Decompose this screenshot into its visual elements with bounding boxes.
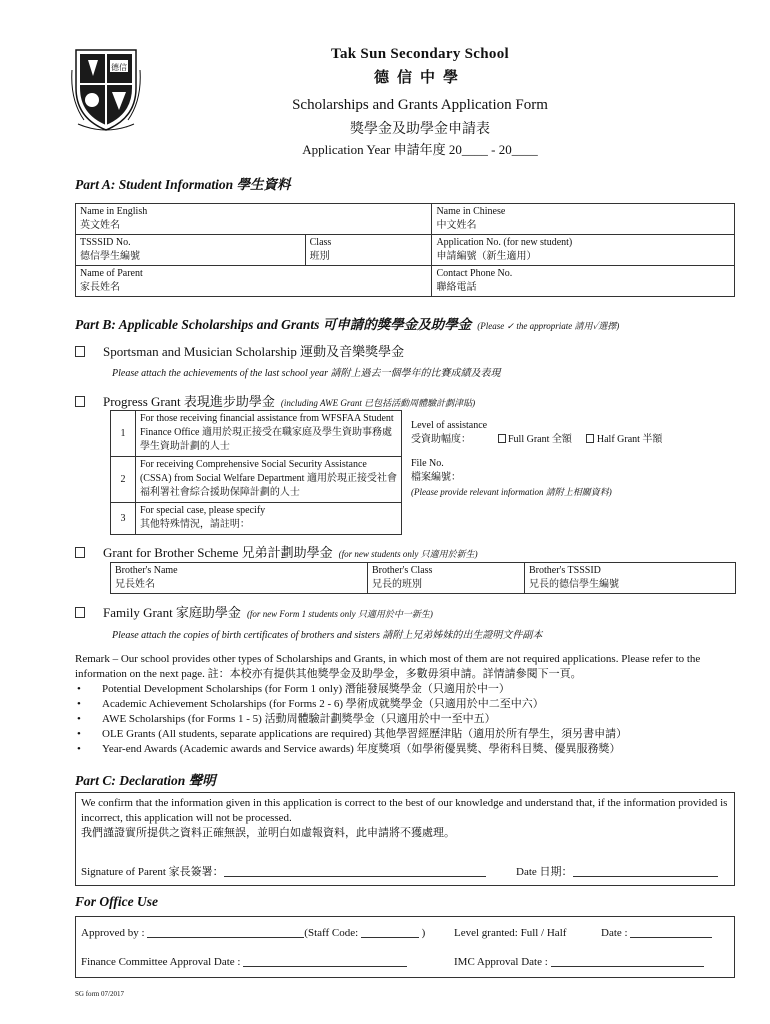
half-grant-checkbox[interactable]: [586, 434, 594, 443]
label-zh: 兄長的班別: [372, 579, 422, 590]
brother-note: (for new students only 只適用於新生): [338, 549, 478, 559]
row-number: 3: [111, 503, 136, 535]
list-item: • OLE Grants (All students, separate applications are required) 其他學習經歷津貼（適用於所有學生，須另書申請）: [75, 727, 735, 742]
label-en: Class: [309, 237, 332, 248]
label-en: Name of Parent: [80, 268, 143, 279]
list-item: • Year-end Awards (Academic awards and Service awards) 年度獎項（如學術優異獎、學術科目獎、優異服務獎）: [75, 742, 735, 757]
level-of-assistance: [411, 419, 662, 447]
label-en: Name in Chinese: [436, 206, 506, 217]
progress-label: Progress Grant 表現進步助學金: [103, 394, 275, 409]
office-use-title: For Office Use: [75, 894, 158, 909]
class-field[interactable]: [305, 235, 432, 266]
label-zh: 兄長的德信學生編號: [529, 579, 619, 590]
full-grant-label: Full Grant 全額: [508, 434, 572, 445]
school-name-chinese: 德信中學: [373, 70, 466, 86]
sportsman-note: Please attach the achievements of the last school year 請附上過去一個學年的比賽成績及表現: [112, 368, 501, 379]
brother-label: Grant for Brother Scheme 兄弟計劃助學金: [103, 545, 333, 560]
label-zh: 德信學生編號: [80, 251, 140, 262]
family-note: (for new Form 1 students only 只適用於中一新生): [246, 609, 433, 619]
parent-name-field[interactable]: [76, 266, 432, 297]
finance-label: Finance Committee Approval Date :: [81, 956, 241, 968]
form-version: SG form 07/2017: [75, 990, 124, 998]
office-date-field[interactable]: [601, 927, 712, 939]
brother-option: [75, 542, 478, 561]
file-label-zh: 檔案編號：: [411, 472, 461, 483]
label-en: Name in English: [80, 206, 148, 217]
row-number: 2: [111, 457, 136, 503]
family-checkbox[interactable]: [75, 607, 85, 618]
school-crest-logo: [70, 40, 142, 132]
declaration-text: [81, 796, 729, 841]
date-line[interactable]: [573, 876, 718, 877]
imc-date-line[interactable]: [551, 966, 704, 967]
level-label-zh: 受資助幅度：: [411, 434, 471, 445]
brother-name-field[interactable]: [111, 563, 368, 594]
file-note: (Please provide relevant information 請附上相關資料): [411, 487, 612, 497]
file-no-field[interactable]: [411, 457, 612, 499]
half-grant-label: Half Grant 半額: [596, 434, 663, 445]
application-no-field[interactable]: [432, 235, 735, 266]
brother-table: [110, 562, 736, 594]
part-a-title: Part A: Student Information 學生資料: [75, 177, 291, 192]
sportsman-label: Sportsman and Musician Scholarship 運動及音樂獎學金: [103, 344, 405, 359]
label-en: Brother's TSSSID: [529, 565, 601, 576]
list-item: • Potential Development Scholarships (for Form 1 only) 潛能發展獎學金（只適用於中一）: [75, 682, 735, 697]
staff-code-close: ): [421, 927, 426, 939]
special-case-zh: 其他特殊情況，請註明：: [139, 519, 250, 530]
form-title-chinese: 獎學金及助學金申請表: [350, 122, 490, 137]
progress-option: [75, 391, 475, 410]
declaration-zh: 我們謹證實所提供之資料正確無誤，並明白如虛報資料，此申請將不獲處理。: [81, 827, 455, 839]
part-b-title: [75, 313, 619, 333]
label-zh: 申請編號（新生適用）: [436, 251, 537, 262]
progress-row-desc: For those receiving financial assistance from WFSFAA Student Finance Office 適用於現正接受在職家庭及學生資助事務處學生資助計劃的人士: [135, 411, 401, 457]
school-name-english: Tak Sun Secondary School: [331, 46, 509, 62]
part-b-title-text: Part B: Applicable Scholarships and Grants 可申請的獎學金及助學金: [75, 317, 472, 332]
student-info-table: [75, 203, 735, 297]
label-zh: 家長姓名: [80, 282, 120, 293]
office-date-label: Date :: [601, 927, 628, 939]
remark-section: [75, 652, 735, 757]
file-label-en: File No.: [411, 458, 444, 469]
imc-label: IMC Approval Date :: [454, 956, 548, 968]
tsssid-field[interactable]: [76, 235, 306, 266]
label-zh: 班別: [309, 251, 330, 262]
staff-code-line[interactable]: [361, 937, 419, 938]
progress-row-special[interactable]: [135, 503, 401, 535]
approved-by-field[interactable]: [81, 927, 425, 939]
contact-phone-field[interactable]: [432, 266, 735, 297]
application-year: Application Year 申請年度 20____ - 20____: [302, 142, 538, 157]
label-en: Brother's Class: [372, 565, 433, 576]
crest-text: 德信: [111, 63, 127, 72]
staff-code-label: (Staff Code:: [304, 927, 359, 939]
brother-class-field[interactable]: [368, 563, 525, 594]
label-zh: 中文姓名: [436, 220, 477, 231]
progress-note: (including AWE Grant 已包括活動周體驗計劃津貼): [280, 398, 476, 408]
label-en: TSSSID No.: [80, 237, 131, 248]
declaration-date-field[interactable]: [516, 863, 718, 879]
label-en: Brother's Name: [115, 565, 178, 576]
label-zh: 英文姓名: [80, 220, 120, 231]
row-number: 1: [111, 411, 136, 457]
declaration-en: We confirm that the information given in this application is correct to the best of our knowledge and understand that, if the information provided is incorrect, this application will not be processed.: [81, 797, 728, 824]
progress-checkbox[interactable]: [75, 396, 85, 407]
name-english-field[interactable]: [76, 204, 432, 235]
special-case-en: For special case, please specify: [139, 505, 266, 516]
part-c-title: Part C: Declaration 聲明: [75, 773, 216, 788]
label-zh: 兄長姓名: [115, 579, 155, 590]
progress-row-desc: For receiving Comprehensive Social Security Assistance (CSSA) from Social Welfare Department 適用於現正接受社會福利署社會綜合援助保障計劃的人士: [135, 457, 401, 503]
finance-approval-field[interactable]: [81, 956, 407, 968]
sportsman-checkbox[interactable]: [75, 346, 85, 357]
family-label: Family Grant 家庭助學金: [103, 605, 241, 620]
family-option: [75, 602, 433, 621]
label-zh: 聯絡電話: [436, 282, 477, 293]
other-scholarships-list: [75, 682, 735, 757]
level-label-en: Level of assistance: [411, 420, 488, 431]
part-b-note: (Please ✓ the appropriate 請用✓選擇): [477, 321, 620, 331]
declaration-box: [75, 792, 735, 886]
brother-tsssid-field[interactable]: [525, 563, 736, 594]
list-item: • AWE Scholarships (for Forms 1 - 5) 活動周體驗計劃獎學金（只適用於中一至中五）: [75, 712, 735, 727]
family-attach-note: Please attach the copies of birth certificates of brothers and sisters 請附上兄弟姊妹的出生證明文件副本: [112, 630, 543, 641]
date-label: Date 日期：: [516, 866, 573, 878]
form-title-english: Scholarships and Grants Application Form: [292, 97, 548, 113]
sportsman-option: [75, 341, 404, 360]
signature-label: Signature of Parent 家長簽署：: [81, 866, 224, 878]
name-chinese-field[interactable]: [432, 204, 735, 235]
office-date-line[interactable]: [630, 937, 712, 938]
list-item: • Academic Achievement Scholarships (for Forms 2 - 6) 學術成就獎學金（只適用於中二至中六）: [75, 697, 735, 712]
full-grant-checkbox[interactable]: [498, 434, 506, 443]
finance-date-line[interactable]: [243, 966, 407, 967]
parent-signature-field[interactable]: [81, 863, 486, 879]
office-use-box: [75, 916, 735, 978]
imc-approval-field[interactable]: [454, 956, 704, 968]
brother-checkbox[interactable]: [75, 547, 85, 558]
signature-line[interactable]: [224, 876, 486, 877]
level-granted-field[interactable]: Level granted: Full / Half: [454, 927, 567, 939]
approved-by-label: Approved by :: [81, 927, 145, 939]
progress-grant-table: [110, 410, 402, 535]
remark-text: Remark – Our school provides other types of Scholarships and Grants, in which most of them are not required applications. Please refer to the information on the next page. 註：本校亦有提供其他獎學金及助學金，多數毋須申請。詳情請參閱下一頁。: [75, 653, 701, 680]
label-en: Contact Phone No.: [436, 268, 513, 279]
label-en: Application No. (for new student): [436, 237, 573, 248]
approved-by-line[interactable]: [147, 937, 304, 938]
